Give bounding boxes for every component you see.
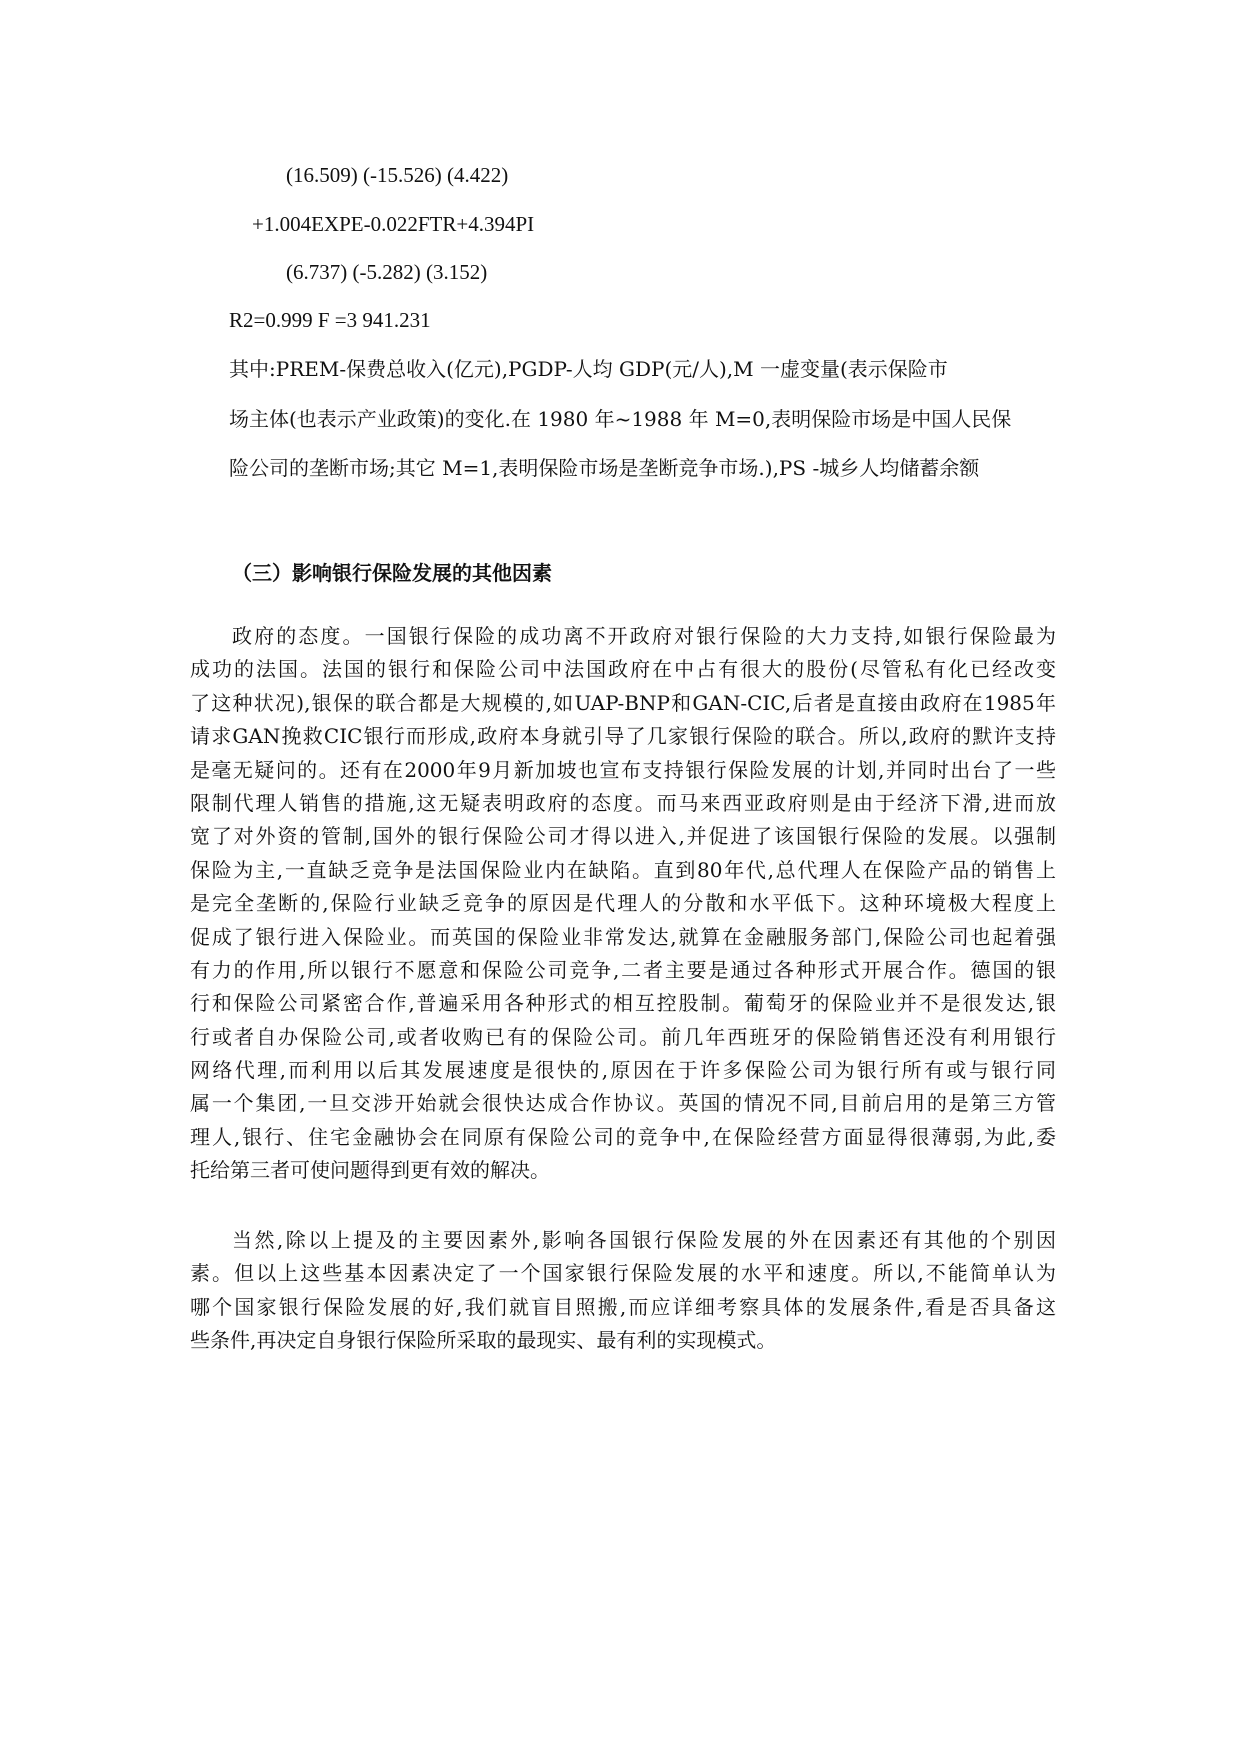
paragraph-line: 成功的法国。法国的银行和保险公司中法国政府在中占有很大的股份(尽管私有化已经改变 [190, 657, 1056, 682]
formula-line-4: R2=0.999 F =3 941.231 [229, 308, 431, 332]
paragraph-line: 理人,银行、住宅金融协会在同原有保险公司的竞争中,在保险经营方面显得很薄弱,为此,委 [190, 1124, 1056, 1149]
note-line-1: 其中:PREM-保费总收入(亿元),PGDP-人均 GDP(元/人),M 一虚变量(表示保险市 [229, 357, 948, 381]
paragraph-line: 限制代理人销售的措施,这无疑表明政府的态度。而马来西亚政府则是由于经济下滑,进而放 [190, 790, 1056, 815]
paragraph-line: 是毫无疑问的。还有在2000年9月新加坡也宣布支持银行保险发展的计划,并同时出台了一些 [190, 757, 1056, 782]
note-line-2: 场主体(也表示产业政策)的变化.在 1980 年~1988 年 M=0,表明保险市场是中国人民保 [229, 407, 1012, 431]
paragraph-line: 了这种状况),银保的联合都是大规模的,如UAP-BNP和GAN-CIC,后者是直接由政府在1985年 [190, 690, 1056, 715]
paragraph-line: 素。但以上这些基本因素决定了一个国家银行保险发展的水平和速度。所以,不能简单认为 [190, 1261, 1056, 1286]
paragraph-line: 哪个国家银行保险发展的好,我们就盲目照搬,而应详细考察具体的发展条件,看是否具备这 [190, 1294, 1056, 1319]
paragraph-line: 有力的作用,所以银行不愿意和保险公司竞争,二者主要是通过各种形式开展合作。德国的银 [190, 957, 1056, 982]
paragraph-line: 托给第三者可使问题得到更有效的解决。 [190, 1158, 550, 1183]
paragraph-line: 行和保险公司紧密合作,普遍采用各种形式的相互控股制。葡萄牙的保险业并不是很发达,银 [190, 991, 1056, 1016]
paragraph-line: 网络代理,而利用以后其发展速度是很快的,原因在于许多保险公司为银行所有或与银行同 [190, 1058, 1056, 1083]
paragraph-line: 是完全垄断的,保险行业缺乏竞争的原因是代理人的分散和水平低下。这种环境极大程度上 [190, 891, 1056, 916]
paragraph-line: 些条件,再决定自身银行保险所采取的最现实、最有利的实现模式。 [190, 1328, 777, 1353]
paragraph-government [190, 620, 1056, 1188]
formula-line-1: (16.509) (-15.526) (4.422) [286, 163, 509, 187]
paragraph-line: 宽了对外资的管制,国外的银行保险公司才得以进入,并促进了该国银行保险的发展。以强制 [190, 824, 1056, 849]
formula-line-2: +1.004EXPE-0.022FTR+4.394PI [252, 212, 535, 236]
paragraph-line: 保险为主,一直缺乏竞争是法国保险业内在缺陷。直到80年代,总代理人在保险产品的销售上 [190, 857, 1056, 882]
note-line-3: 险公司的垄断市场;其它 M=1,表明保险市场是垄断竞争市场.),PS -城乡人均储蓄余额 [229, 456, 980, 480]
formula-line-3: (6.737) (-5.282) (3.152) [286, 260, 488, 284]
paragraph-conclusion [190, 1224, 1056, 1358]
paragraph-line: 当然,除以上提及的主要因素外,影响各国银行保险发展的外在因素还有其他的个别因 [232, 1228, 1056, 1252]
paragraph-line: 促成了银行进入保险业。而英国的保险业非常发达,就算在金融服务部门,保险公司也起着强 [190, 924, 1056, 949]
paragraph-line: 行或者自办保险公司,或者收购已有的保险公司。前几年西班牙的保险销售还没有利用银行 [190, 1024, 1056, 1049]
paragraph-line: 属一个集团,一旦交涉开始就会很快达成合作协议。英国的情况不同,目前启用的是第三方管 [190, 1091, 1056, 1116]
section-heading: （三）影响银行保险发展的其他因素 [232, 561, 552, 585]
paragraph-line: 政府的态度。一国银行保险的成功离不开政府对银行保险的大力支持,如银行保险最为 [232, 624, 1056, 648]
paragraph-line: 请求GAN挽救CIC银行而形成,政府本身就引导了几家银行保险的联合。所以,政府的默许支持 [190, 724, 1056, 749]
